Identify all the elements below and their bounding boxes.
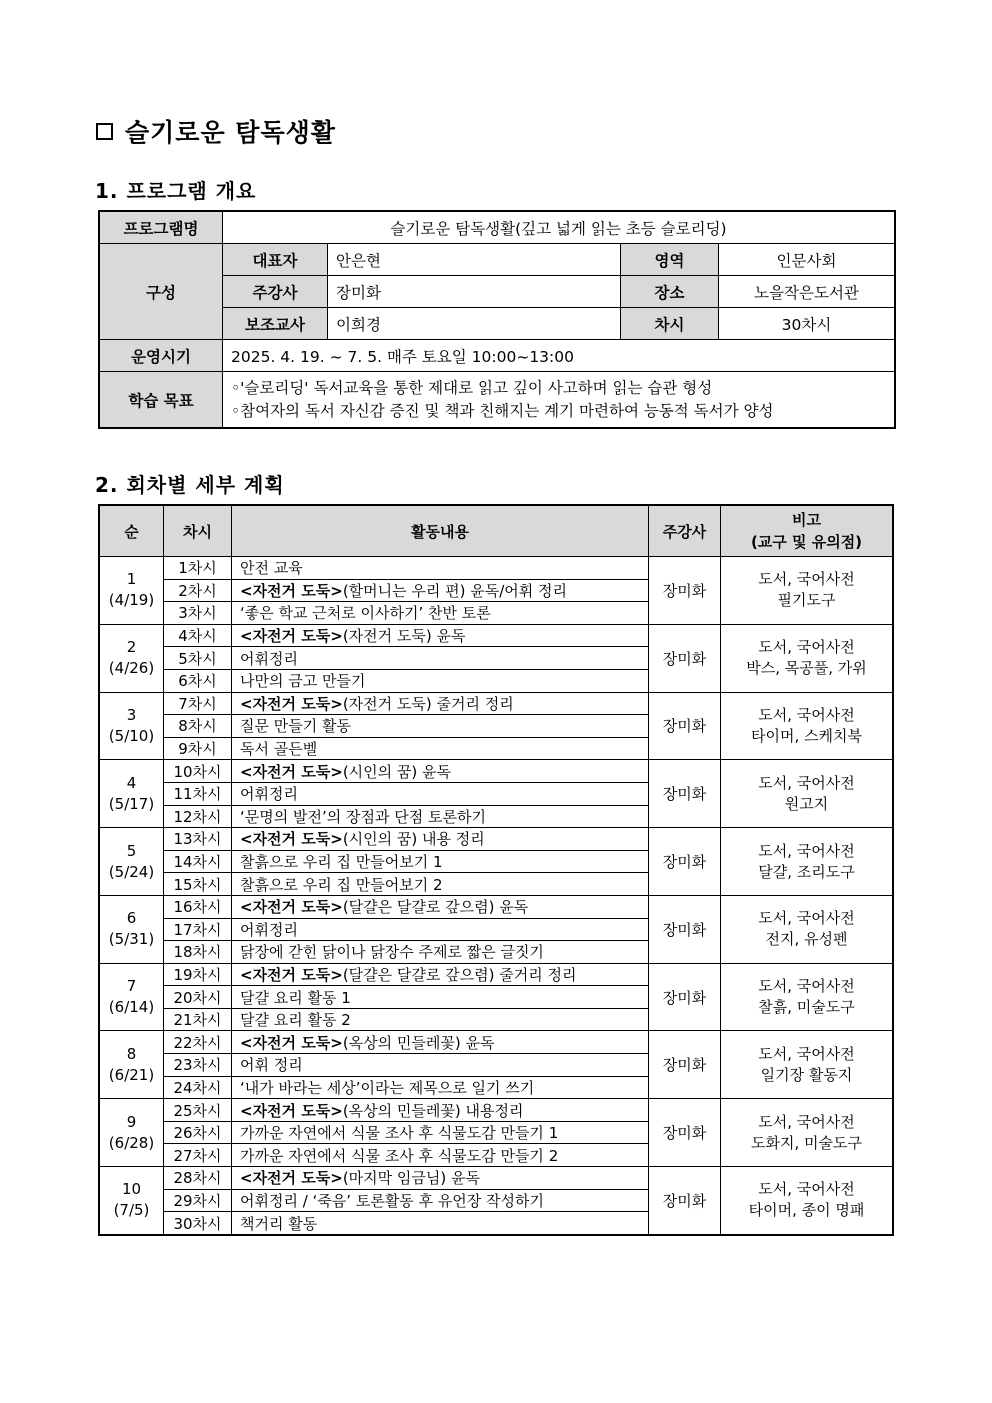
goal-label: 학습 목표 (100, 372, 223, 428)
lecturer-value: 장미화 (328, 276, 621, 308)
page-title (96, 113, 336, 149)
activity-cell (232, 828, 649, 851)
note-line: 도화지, 미술도구 (751, 1133, 862, 1152)
activity-cell (232, 782, 649, 805)
group-order-cell (100, 760, 164, 828)
activity-text: (할머니는 우리 편) 윤독/어휘 정리 (342, 581, 568, 600)
note-line: 도서, 국어사전 (758, 1180, 855, 1199)
session-cell: 24차시 (164, 1076, 232, 1099)
group-order-cell (100, 1031, 164, 1099)
group-date: (4/19) (108, 591, 155, 610)
group-date: (4/26) (108, 659, 155, 678)
activity-cell (232, 895, 649, 918)
session-cell: 13차시 (164, 828, 232, 851)
note-line: 도서, 국어사전 (758, 909, 855, 928)
page-title-text: 슬기로운 탐독생활 (125, 118, 336, 147)
book-title: <자전거 도둑> (240, 694, 343, 713)
representative-value: 안은현 (328, 244, 621, 276)
session-cell: 1차시 (164, 557, 232, 580)
note-line: 도서, 국어사전 (758, 977, 855, 996)
session-cell: 16차시 (164, 895, 232, 918)
activity-text: ‘내가 바라는 세상’이라는 제목으로 일기 쓰기 (240, 1078, 535, 1097)
activity-text: 안전 교육 (240, 559, 303, 578)
session-cell: 25차시 (164, 1099, 232, 1122)
group-order-cell (100, 557, 164, 625)
section1-heading: 1. 프로그램 개요 (95, 179, 257, 203)
table-row (100, 760, 893, 783)
lecturer-cell: 장미화 (649, 557, 721, 625)
area-value: 인문사회 (719, 244, 895, 276)
activity-text: 질문 만들기 활동 (240, 717, 351, 736)
note-line: 타이머, 스케치북 (751, 726, 862, 745)
session-cell: 28차시 (164, 1167, 232, 1190)
group-date: (6/28) (108, 1133, 155, 1152)
lecturer-cell: 장미화 (649, 1167, 721, 1235)
table-row (100, 557, 893, 580)
activity-cell (232, 1121, 649, 1144)
book-title: <자전거 도둑> (240, 627, 343, 646)
book-title: <자전거 도둑> (240, 830, 343, 849)
activity-cell (232, 1054, 649, 1077)
activity-cell (232, 692, 649, 715)
program-name-label: 프로그램명 (100, 212, 223, 244)
session-cell: 6차시 (164, 669, 232, 692)
activity-text: (옥상의 민들레꽃) 윤독 (342, 1033, 495, 1052)
activity-cell (232, 986, 649, 1009)
activity-cell (232, 737, 649, 760)
lecturer-cell: 장미화 (649, 1031, 721, 1099)
activity-text: (달걀은 달걀로 갚으렴) 윤독 (342, 898, 529, 917)
activity-cell (232, 963, 649, 986)
note-cell (721, 963, 893, 1031)
note-line: 도서, 국어사전 (758, 1044, 855, 1063)
group-date: (5/10) (108, 726, 155, 745)
activity-cell (232, 557, 649, 580)
activity-text: 나만의 금고 만들기 (240, 672, 366, 691)
lecturer-cell: 장미화 (649, 963, 721, 1031)
session-cell: 11차시 (164, 782, 232, 805)
activity-text: 달걀 요리 활동 2 (240, 1011, 351, 1030)
book-title: <자전거 도둑> (240, 965, 343, 984)
activity-cell (232, 647, 649, 670)
activity-text: 책거리 활동 (240, 1214, 318, 1233)
group-number: 4 (126, 773, 137, 792)
group-number: 3 (126, 705, 137, 724)
session-cell: 9차시 (164, 737, 232, 760)
lecturer-cell: 장미화 (649, 828, 721, 896)
sessions-value: 30차시 (719, 308, 895, 340)
note-line: 찰흙, 미술도구 (758, 998, 855, 1017)
activity-text: ‘좋은 학교 근처로 이사하기’ 찬반 토론 (240, 604, 491, 623)
header-note (721, 506, 893, 557)
table-row (100, 963, 893, 986)
book-title: <자전거 도둑> (240, 1033, 343, 1052)
activity-text: (달걀은 달걀로 갚으렴) 줄거리 정리 (342, 965, 577, 984)
goal-item: ◦참여자의 독서 자신감 증진 및 책과 친해지는 계기 마련하여 능동적 독서가 양성 (231, 401, 774, 420)
group-date: (5/17) (108, 794, 155, 813)
activity-cell (232, 602, 649, 625)
group-order-cell (100, 895, 164, 963)
session-cell: 12차시 (164, 805, 232, 828)
lecturer-cell: 장미화 (649, 760, 721, 828)
group-date: (6/14) (108, 998, 155, 1017)
group-order-cell (100, 1099, 164, 1167)
activity-text: (옥상의 민들레꽃) 내용정리 (342, 1101, 524, 1120)
table-row (100, 1099, 893, 1122)
activity-text: 가까운 자연에서 식물 조사 후 식물도감 만들기 2 (240, 1146, 559, 1165)
note-line: 달걀, 조리도구 (758, 862, 855, 881)
group-number: 8 (126, 1044, 137, 1063)
note-cell (721, 1099, 893, 1167)
activity-cell (232, 941, 649, 964)
session-cell: 20차시 (164, 986, 232, 1009)
header-note-title: 비고 (792, 511, 821, 529)
activity-text: (자전거 도둑) 줄거리 정리 (342, 694, 514, 713)
session-cell: 3차시 (164, 602, 232, 625)
group-number: 1 (126, 570, 137, 589)
session-cell: 17차시 (164, 918, 232, 941)
group-number: 9 (126, 1112, 137, 1131)
activity-cell (232, 1076, 649, 1099)
goal-values (223, 372, 895, 428)
header-session: 차시 (164, 506, 232, 557)
group-number: 7 (126, 977, 137, 996)
assistant-label: 보조교사 (223, 308, 328, 340)
program-name-value: 슬기로운 탐독생활(깊고 넓게 읽는 초등 슬로리딩) (223, 212, 895, 244)
session-cell: 26차시 (164, 1121, 232, 1144)
activity-cell (232, 1212, 649, 1235)
session-cell: 27차시 (164, 1144, 232, 1167)
lecturer-label: 주강사 (223, 276, 328, 308)
activity-cell (232, 1189, 649, 1212)
table-row (100, 624, 893, 647)
note-cell (721, 760, 893, 828)
place-value: 노을작은도서관 (719, 276, 895, 308)
activity-text: 달걀 요리 활동 1 (240, 988, 351, 1007)
place-label: 장소 (621, 276, 719, 308)
note-cell (721, 692, 893, 760)
session-cell: 21차시 (164, 1008, 232, 1031)
group-order-cell (100, 624, 164, 692)
note-line: 일기장 활동지 (760, 1065, 853, 1084)
table-row (100, 1167, 893, 1190)
assistant-value: 이희경 (328, 308, 621, 340)
note-cell (721, 557, 893, 625)
note-line: 원고지 (784, 794, 829, 813)
representative-label: 대표자 (223, 244, 328, 276)
activity-cell (232, 1167, 649, 1190)
group-date: (6/21) (108, 1065, 155, 1084)
group-number: 10 (121, 1180, 142, 1199)
header-activity: 활동내용 (232, 506, 649, 557)
note-line: 도서, 국어사전 (758, 638, 855, 657)
note-cell (721, 1167, 893, 1235)
session-cell: 18차시 (164, 941, 232, 964)
activity-text: (시인의 꿈) 내용 정리 (342, 830, 485, 849)
activity-text: 가까운 자연에서 식물 조사 후 식물도감 만들기 1 (240, 1124, 559, 1143)
session-cell: 29차시 (164, 1189, 232, 1212)
lecturer-cell: 장미화 (649, 692, 721, 760)
lecturer-cell: 장미화 (649, 1099, 721, 1167)
activity-text: 어휘 정리 (240, 1056, 303, 1075)
lecturer-cell: 장미화 (649, 895, 721, 963)
activity-text: 어휘정리 / ‘죽음’ 토론활동 후 유언장 작성하기 (240, 1191, 545, 1210)
header-order: 순 (100, 506, 164, 557)
group-date: (5/31) (108, 930, 155, 949)
note-line: 도서, 국어사전 (758, 773, 855, 792)
activity-cell (232, 760, 649, 783)
group-number: 5 (126, 841, 137, 860)
header-lecturer: 주강사 (649, 506, 721, 557)
group-order-cell (100, 963, 164, 1031)
session-cell: 23차시 (164, 1054, 232, 1077)
note-line: 전지, 유성펜 (765, 930, 848, 949)
session-cell: 7차시 (164, 692, 232, 715)
group-number: 2 (126, 638, 137, 657)
goal-item: ◦'슬로리딩' 독서교육을 통한 제대로 읽고 깊이 사고하며 읽는 습관 형성 (231, 378, 713, 397)
session-cell: 5차시 (164, 647, 232, 670)
book-title: <자전거 도둑> (240, 1101, 343, 1120)
note-line: 도서, 국어사전 (758, 570, 855, 589)
lecturer-cell: 장미화 (649, 624, 721, 692)
group-order-cell (100, 828, 164, 896)
program-overview-table (99, 211, 895, 428)
session-cell: 8차시 (164, 715, 232, 738)
activity-text: 닭장에 갇힌 닭이나 닭장수 주제로 짧은 글짓기 (240, 943, 544, 962)
note-line: 박스, 목공풀, 가위 (746, 659, 867, 678)
section2-heading: 2. 회차별 세부 계획 (95, 473, 285, 497)
note-line: 도서, 국어사전 (758, 705, 855, 724)
session-plan-table (99, 505, 893, 1235)
activity-text: 어휘정리 (240, 785, 298, 804)
session-cell: 30차시 (164, 1212, 232, 1235)
activity-text: (시인의 꿈) 윤독 (342, 762, 451, 781)
sessions-label: 차시 (621, 308, 719, 340)
period-value: 2025. 4. 19. ~ 7. 5. 매주 토요일 10:00~13:00 (223, 340, 895, 372)
activity-cell (232, 805, 649, 828)
note-line: 타이머, 종이 명패 (748, 1201, 865, 1220)
activity-cell (232, 1008, 649, 1031)
period-label: 운영시기 (100, 340, 223, 372)
composition-label: 구성 (100, 244, 223, 340)
group-date: (7/5) (113, 1201, 150, 1220)
table-row (100, 895, 893, 918)
activity-text: 찰흙으로 우리 집 만들어보기 1 (240, 853, 443, 872)
group-order-cell (100, 692, 164, 760)
session-cell: 10차시 (164, 760, 232, 783)
activity-cell (232, 1031, 649, 1054)
activity-cell (232, 624, 649, 647)
area-label: 영역 (621, 244, 719, 276)
note-line: 도서, 국어사전 (758, 841, 855, 860)
note-line: 도서, 국어사전 (758, 1112, 855, 1131)
header-note-sub: (교구 및 유의점) (750, 533, 863, 551)
activity-text: (자전거 도둑) 윤독 (342, 627, 466, 646)
activity-text: (마지막 임금님) 윤독 (342, 1169, 480, 1188)
table-row (100, 692, 893, 715)
book-title: <자전거 도둑> (240, 1169, 343, 1188)
group-number: 6 (126, 909, 137, 928)
table-row (100, 828, 893, 851)
activity-cell (232, 1144, 649, 1167)
session-cell: 4차시 (164, 624, 232, 647)
activity-text: 어휘정리 (240, 920, 298, 939)
session-cell: 15차시 (164, 873, 232, 896)
activity-text: 독서 골든벨 (240, 740, 318, 759)
activity-cell (232, 715, 649, 738)
session-cell: 14차시 (164, 850, 232, 873)
book-title: <자전거 도둑> (240, 762, 343, 781)
activity-cell (232, 669, 649, 692)
note-cell (721, 1031, 893, 1099)
activity-text: 찰흙으로 우리 집 만들어보기 2 (240, 875, 443, 894)
group-date: (5/24) (108, 862, 155, 881)
session-cell: 22차시 (164, 1031, 232, 1054)
session-cell: 2차시 (164, 579, 232, 602)
activity-text: ‘문명의 발전’의 장점과 단점 토론하기 (240, 807, 486, 826)
activity-cell (232, 579, 649, 602)
activity-cell (232, 918, 649, 941)
note-line: 필기도구 (777, 591, 836, 610)
note-cell (721, 828, 893, 896)
activity-cell (232, 873, 649, 896)
note-cell (721, 895, 893, 963)
activity-cell (232, 850, 649, 873)
session-cell: 19차시 (164, 963, 232, 986)
activity-cell (232, 1099, 649, 1122)
book-title: <자전거 도둑> (240, 898, 343, 917)
table-row (100, 1031, 893, 1054)
activity-text: 어휘정리 (240, 649, 298, 668)
checkbox-square-icon (96, 123, 113, 140)
group-order-cell (100, 1167, 164, 1235)
note-cell (721, 624, 893, 692)
book-title: <자전거 도둑> (240, 581, 343, 600)
